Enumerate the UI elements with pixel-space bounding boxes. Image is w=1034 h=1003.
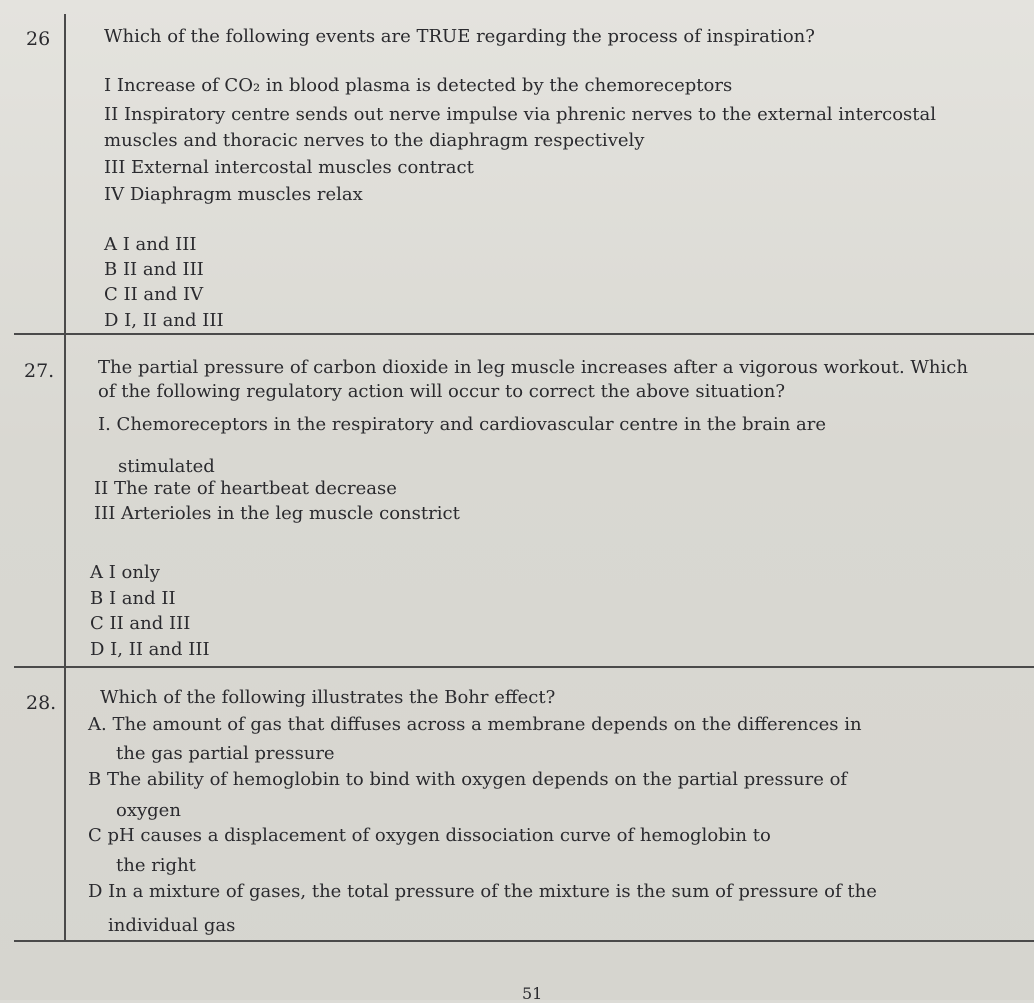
option-c[interactable]: C II and IV	[104, 284, 204, 305]
option-b[interactable]: B II and III	[104, 259, 204, 280]
question-number: 27.	[24, 360, 55, 382]
option-a[interactable]: A. The amount of gas that diffuses across a membrane depends on the differences in	[88, 714, 862, 735]
table-bottom-border	[14, 940, 1034, 942]
option-b-cont: oxygen	[116, 800, 181, 821]
statement-1: I. Chemoreceptors in the respiratory and cardiovascular centre in the brain are	[98, 414, 827, 435]
option-a[interactable]: A I only	[90, 562, 160, 583]
option-d[interactable]: D I, II and III	[90, 639, 210, 660]
table-divider-q28	[14, 666, 1034, 668]
statement-4: IV Diaphragm muscles relax	[104, 184, 363, 205]
statement-1: I Increase of CO₂ in blood plasma is detected by the chemoreceptors	[104, 75, 733, 96]
option-a-cont: the gas partial pressure	[116, 743, 335, 764]
option-d-cont: individual gas	[108, 915, 236, 936]
question-stem: Which of the following events are TRUE regarding the process of inspiration?	[104, 26, 815, 47]
table-divider-q27	[14, 333, 1034, 335]
question-number: 28.	[26, 692, 57, 714]
question-stem: Which of the following illustrates the Bohr effect?	[100, 687, 556, 708]
option-d[interactable]: D I, II and III	[104, 310, 224, 331]
question-number: 26	[26, 28, 51, 50]
option-a[interactable]: A I and III	[104, 234, 197, 255]
statement-2-cont: muscles and thoracic nerves to the diaphragm respectively	[104, 130, 645, 151]
option-d[interactable]: D In a mixture of gases, the total pressure of the mixture is the sum of pressure of the	[88, 881, 877, 902]
option-c[interactable]: C pH causes a displacement of oxygen dissociation curve of hemoglobin to	[88, 825, 771, 846]
statement-2: II Inspiratory centre sends out nerve impulse via phrenic nerves to the external intercostal	[104, 104, 936, 125]
question-stem-line-1: The partial pressure of carbon dioxide in leg muscle increases after a vigorous workout. Which	[98, 357, 968, 378]
question-stem-line-2: of the following regulatory action will occur to correct the above situation?	[98, 381, 786, 402]
option-b[interactable]: B I and II	[90, 588, 176, 609]
statement-3: III External intercostal muscles contract	[104, 157, 474, 178]
statement-1-cont: stimulated	[118, 456, 215, 477]
option-b[interactable]: B The ability of hemoglobin to bind with oxygen depends on the partial pressure of	[88, 769, 848, 790]
statement-2: II The rate of heartbeat decrease	[94, 478, 397, 499]
option-c[interactable]: C II and III	[90, 613, 191, 634]
table-divider-vertical	[64, 14, 66, 942]
statement-3: III Arterioles in the leg muscle constrict	[94, 503, 460, 524]
page-number: 51	[522, 984, 543, 1003]
option-c-cont: the right	[116, 855, 196, 876]
